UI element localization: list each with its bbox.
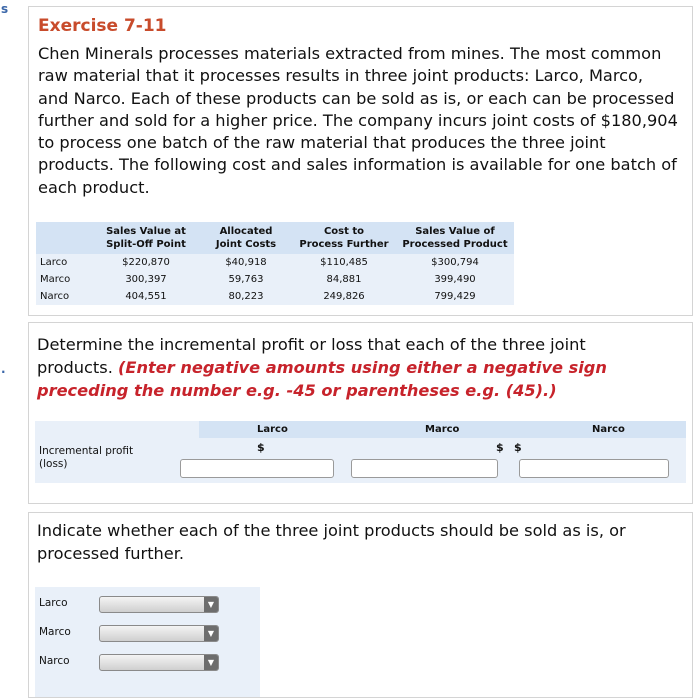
table-cell: $110,485 <box>292 254 396 271</box>
left-margin-mark: s <box>1 2 9 16</box>
decision-panel <box>28 512 693 698</box>
table-cell: $300,794 <box>396 254 514 271</box>
table-header: Sales Value at Split-Off Point <box>92 222 200 254</box>
decision-label-narco: Narco <box>39 655 70 667</box>
left-margin-mark: . <box>1 362 6 376</box>
decision-entry-area <box>35 587 260 697</box>
incremental-question: Determine the incremental profit or loss that each of the three joint products. (Enter negative amounts using either a negative sign preceding the number e.g. -45 or parentheses e.g. (45).) <box>37 335 607 400</box>
exercise-title: Exercise 7-11 <box>38 16 167 36</box>
decision-question: Indicate whether each of the three joint products should be sold as is, or processed further. <box>37 521 626 563</box>
table-cell: 249,826 <box>292 288 396 305</box>
table-cell: 59,763 <box>200 271 292 288</box>
table-header-row <box>36 222 514 254</box>
table-cell: Marco <box>36 271 92 288</box>
table-cell: 404,551 <box>92 288 200 305</box>
marco-incremental-input[interactable] <box>351 459 498 478</box>
table-row <box>36 271 514 288</box>
incremental-panel <box>28 322 693 504</box>
table-row <box>36 254 514 271</box>
incremental-header-row <box>199 421 686 438</box>
table-cell: 799,429 <box>396 288 514 305</box>
currency-symbol: $ <box>496 441 504 454</box>
incremental-row-label: Incremental profit (loss) <box>39 445 134 470</box>
dropdown-arrow-icon: ▼ <box>204 597 218 612</box>
table-cell: 84,881 <box>292 271 396 288</box>
table-cell: $220,870 <box>92 254 200 271</box>
table-header: Cost to Process Further <box>292 222 396 254</box>
dropdown-arrow-icon: ▼ <box>204 655 218 670</box>
table-cell: Larco <box>36 254 92 271</box>
narco-incremental-input[interactable] <box>519 459 669 478</box>
negative-amount-instruction: (Enter negative amounts using either a negative sign preceding the number e.g. -45 or parentheses e.g. (45).) <box>37 358 607 400</box>
column-header-larco: Larco <box>257 424 288 435</box>
table-cell: $40,918 <box>200 254 292 271</box>
exercise-intro: Chen Minerals processes materials extracted from mines. The most common raw material that it processes results in three joint products: Larco, Marco, and Narco. Each of these products can be sold as is, or each can be processed further and sold for a higher price. The company incurs joint costs of $180,904 to process one batch of the raw material that produces the three joint products. The following cost and sales information is available for one batch of each product. <box>38 44 678 197</box>
larco-decision-select[interactable] <box>99 596 219 613</box>
table-cell: 399,490 <box>396 271 514 288</box>
currency-symbol: $ <box>257 441 265 454</box>
incremental-entry-area <box>35 421 686 483</box>
decision-label-marco: Marco <box>39 626 71 638</box>
larco-incremental-input[interactable] <box>180 459 334 478</box>
dropdown-arrow-icon: ▼ <box>204 626 218 641</box>
left-margin-strip <box>0 0 26 700</box>
table-header: Allocated Joint Costs <box>200 222 292 254</box>
currency-symbol: $ <box>514 441 522 454</box>
table-header: Sales Value of Processed Product <box>396 222 514 254</box>
table-cell: 80,223 <box>200 288 292 305</box>
exercise-panel <box>28 6 693 316</box>
marco-decision-select[interactable] <box>99 625 219 642</box>
narco-decision-select[interactable] <box>99 654 219 671</box>
table-header <box>36 222 92 254</box>
decision-label-larco: Larco <box>39 597 68 609</box>
table-row <box>36 288 514 305</box>
column-header-narco: Narco <box>592 424 625 435</box>
joint-products-table <box>36 222 514 305</box>
column-header-marco: Marco <box>425 424 460 435</box>
table-cell: 300,397 <box>92 271 200 288</box>
table-cell: Narco <box>36 288 92 305</box>
